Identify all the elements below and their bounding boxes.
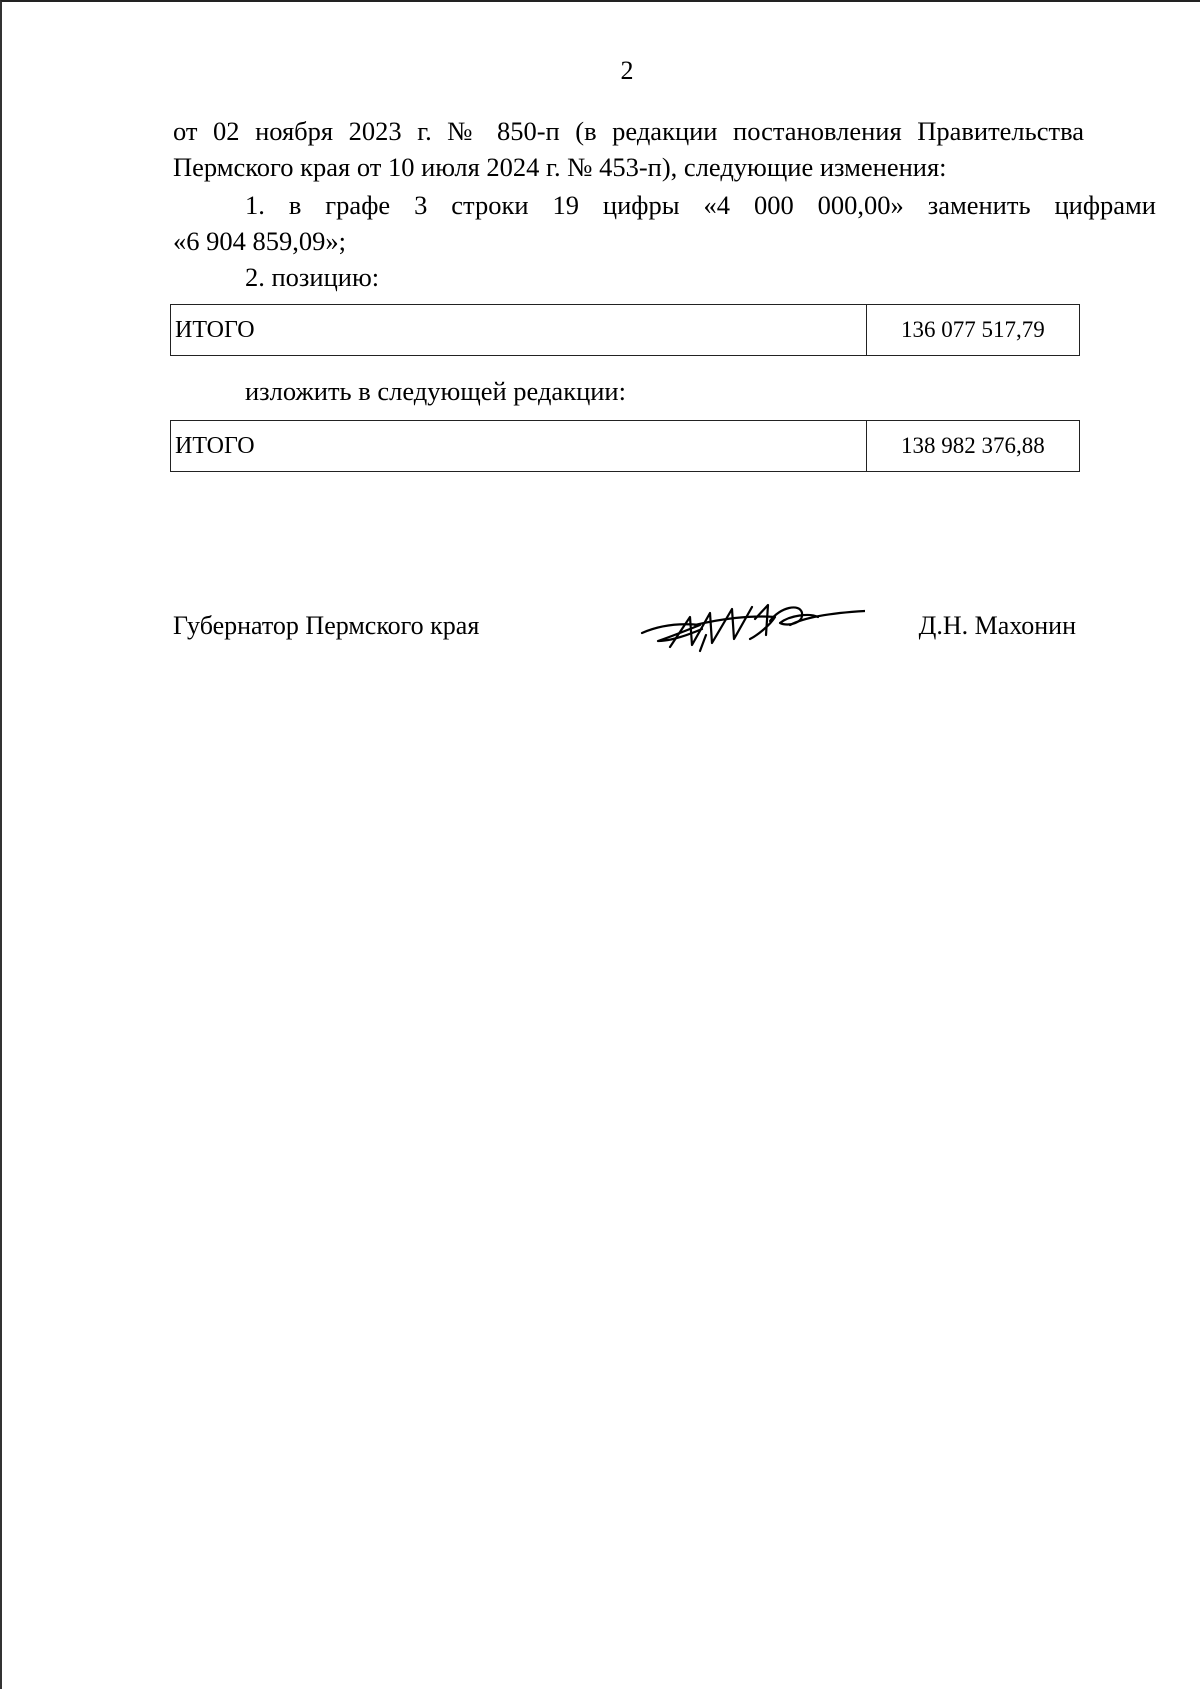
intro-line-1-text: от 02 ноября 2023 г. № 850-п (в редакции постановления Правительства (173, 116, 1084, 146)
intro-line-1 (173, 113, 1084, 149)
restate-text: изложить в следующей редакции: (245, 376, 626, 406)
page-number: 2 (620, 56, 634, 85)
signature-block (173, 611, 1085, 651)
item-1-line-1 (173, 187, 1156, 223)
signer-title: Губернатор Пермского края (173, 611, 480, 640)
new-position-label: ИТОГО (171, 421, 867, 472)
item-2 (173, 259, 1156, 295)
item-1-line-2 (173, 223, 1084, 259)
new-position-table (170, 420, 1080, 472)
old-position-label: ИТОГО (171, 305, 867, 356)
table-row (171, 305, 1080, 356)
new-position-value: 138 982 376,88 (866, 421, 1079, 472)
item-1-line-2-text: «6 904 859,09»; (173, 226, 346, 256)
handwritten-signature (640, 595, 865, 665)
intro-line-2-text: Пермского края от 10 июля 2024 г. № 453-п), следующие изменения: (173, 152, 947, 182)
item-2-text: 2. позицию: (245, 262, 380, 292)
table-row (171, 421, 1080, 472)
signer-name: Д.Н. Махонин (918, 611, 1076, 640)
old-position-table (170, 304, 1080, 356)
old-position-value: 136 077 517,79 (866, 305, 1079, 356)
item-1-line-1-text: 1. в графе 3 строки 19 цифры «4 000 000,00» заменить цифрами (245, 190, 1156, 220)
restate-line (173, 373, 1156, 409)
intro-line-2 (173, 149, 1084, 185)
